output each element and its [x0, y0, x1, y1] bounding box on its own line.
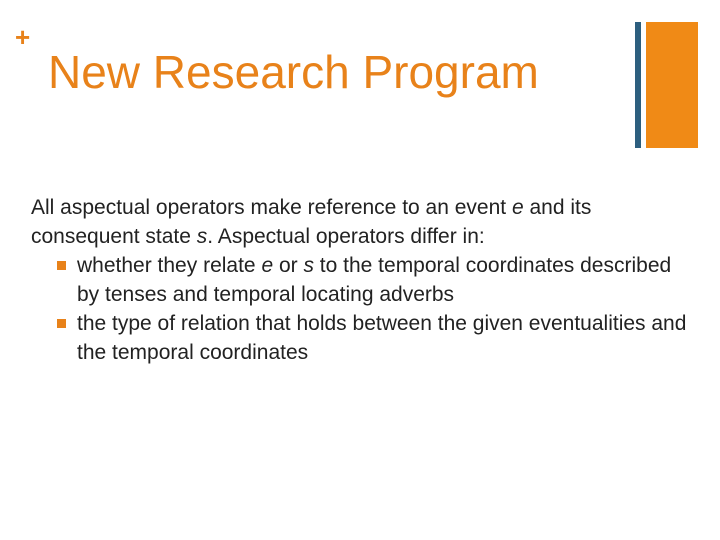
intro-text-1: All aspectual operators make reference to an event	[31, 196, 512, 219]
accent-bar-dark	[635, 22, 641, 148]
intro-text-2: and its consequent state	[31, 196, 592, 248]
intro-paragraph	[31, 193, 691, 251]
bullet-1-var-s: s	[303, 254, 314, 277]
intro-var-e: e	[511, 196, 524, 219]
bullet-1-text-1: whether they relate	[77, 254, 262, 277]
bullet-1-text-3: to the temporal coordinates described by tenses and temporal locating adverbs	[77, 254, 672, 306]
square-bullet-icon	[57, 261, 66, 270]
slide-title: New Research Program	[48, 46, 539, 98]
bullet-list	[31, 251, 691, 367]
plus-icon: +	[15, 22, 31, 52]
slide-body	[31, 193, 691, 367]
intro-text-3: . Aspectual operators differ in:	[207, 225, 485, 248]
square-bullet-icon	[57, 319, 66, 328]
accent-bar-orange	[646, 22, 698, 148]
list-item	[31, 251, 691, 309]
intro-var-s: s	[196, 225, 208, 248]
bullet-2-text: the type of relation that holds between the given eventualities and the temporal coordinates	[77, 312, 687, 364]
list-item	[31, 309, 691, 367]
bullet-1-text-2: or	[273, 254, 304, 277]
bullet-1-var-e: e	[261, 254, 274, 277]
